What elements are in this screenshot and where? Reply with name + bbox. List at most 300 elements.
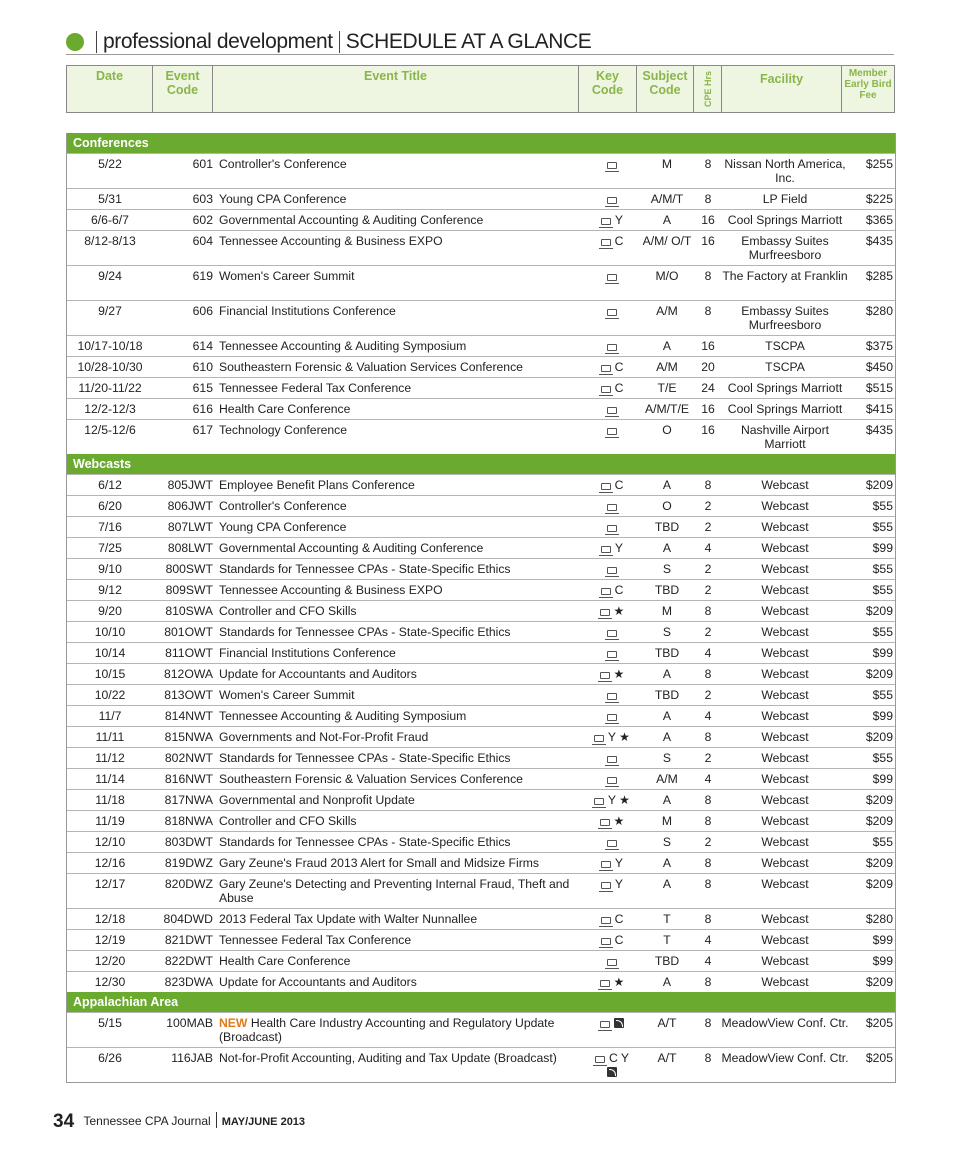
subject-code: A [662, 339, 672, 353]
laptop-icon [601, 483, 611, 490]
subject-code: TBD [654, 646, 680, 660]
cpe-hours: 16 [701, 339, 715, 353]
table-row [67, 1047, 895, 1082]
table-row [67, 188, 895, 209]
subject-code: S [662, 751, 672, 765]
event-code: 820DWZ [164, 877, 213, 891]
event-title-text: Update for Accountants and Auditors [219, 667, 417, 681]
event-title-text: 2013 Federal Tax Update with Walter Nunnallee [219, 912, 478, 926]
fee: $55 [872, 562, 893, 576]
subject-code: A [662, 478, 672, 492]
event-code: 822DWT [164, 954, 213, 968]
event-date: 9/10 [98, 562, 122, 576]
subject-code: A/M [656, 304, 678, 318]
event-title [219, 381, 573, 395]
event-date: 7/16 [98, 520, 122, 534]
laptop-icon [601, 588, 611, 595]
laptop-icon [607, 428, 617, 435]
key-code [581, 933, 643, 947]
key-code [581, 478, 643, 492]
event-date: 12/16 [94, 856, 126, 870]
table-row [67, 726, 895, 747]
event-date: 11/11 [95, 730, 125, 744]
event-title-text: Governmental Accounting & Auditing Conference [219, 213, 484, 227]
col-fee: Member Early Bird Fee [844, 68, 892, 101]
fee: $55 [872, 583, 893, 597]
event-title-text: Standards for Tennessee CPAs - State-Specific Ethics [219, 835, 511, 849]
table-row [67, 474, 895, 495]
fee: $55 [872, 499, 893, 513]
table-row [67, 1012, 895, 1047]
laptop-icon [607, 651, 617, 658]
laptop-icon [607, 840, 617, 847]
key-code-text: ★ [613, 814, 625, 828]
event-title [219, 646, 573, 660]
laptop-icon [594, 735, 604, 742]
event-code: 802NWT [164, 751, 213, 765]
cpe-hours: 16 [701, 423, 715, 437]
event-title [219, 541, 573, 555]
key-code [581, 1051, 643, 1079]
key-code-text: Y [614, 856, 624, 870]
event-title [219, 772, 573, 786]
event-title-text: Health Care Industry Accounting and Regulatory Update (Broadcast) [219, 1016, 555, 1044]
event-title [219, 1016, 573, 1044]
laptop-icon [595, 1056, 605, 1063]
event-date: 5/22 [98, 157, 122, 171]
event-date: 10/22 [94, 688, 126, 702]
key-code [581, 912, 643, 926]
cpe-hours: 2 [704, 499, 712, 513]
event-title-text: Gary Zeune's Fraud 2013 Alert for Small and Midsize Firms [219, 856, 539, 870]
event-date: 6/26 [98, 1051, 122, 1065]
event-title-text: Tennessee Accounting & Business EXPO [219, 234, 443, 248]
cpe-hours: 8 [704, 667, 712, 681]
fee: $99 [872, 933, 893, 947]
table-row [67, 356, 895, 377]
event-title-text: Tennessee Accounting & Auditing Symposium [219, 709, 467, 723]
issue-date: MAY/JUNE 2013 [221, 1116, 306, 1128]
fee: $209 [865, 793, 893, 807]
event-date: 8/12-8/13 [84, 234, 136, 248]
key-code [581, 339, 643, 353]
event-code: 807LWT [167, 520, 213, 534]
event-title-text: Employee Benefit Plans Conference [219, 478, 415, 492]
event-title [219, 478, 573, 492]
table-row [67, 516, 895, 537]
cpe-hours: 4 [704, 541, 712, 555]
facility: Webcast [761, 933, 809, 947]
event-title [219, 360, 573, 374]
subject-code: M/O [655, 269, 679, 283]
key-code-text: C Y [608, 1051, 630, 1065]
facility: Nashville Airport Marriott [740, 423, 830, 451]
event-date: 12/2-12/3 [84, 402, 136, 416]
subject-code: A [662, 877, 672, 891]
event-date: 7/25 [98, 541, 122, 555]
col-event-title: Event Title [213, 66, 579, 112]
cpe-hours: 8 [704, 478, 712, 492]
laptop-icon [607, 756, 617, 763]
facility: Webcast [761, 730, 809, 744]
laptop-icon [601, 861, 611, 868]
event-title [219, 814, 573, 828]
event-title-text: Young CPA Conference [219, 520, 347, 534]
key-code-text: C [614, 583, 624, 597]
facility: TSCPA [765, 360, 805, 374]
event-title-text: Standards for Tennessee CPAs - State-Specific Ethics [219, 751, 511, 765]
key-code [581, 381, 643, 395]
key-code [581, 234, 643, 248]
facility: Webcast [761, 541, 809, 555]
table-row [67, 789, 895, 810]
laptop-icon [601, 239, 611, 246]
fee: $205 [865, 1051, 893, 1065]
event-code: 811OWT [165, 646, 213, 660]
event-date: 6/20 [98, 499, 122, 513]
col-key-code: Key Code [579, 66, 637, 112]
event-date: 12/10 [94, 835, 126, 849]
table-row [67, 209, 895, 230]
facility: Webcast [761, 912, 809, 926]
subject-code: A [662, 213, 672, 227]
event-date: 11/19 [95, 814, 125, 828]
facility: Webcast [761, 709, 809, 723]
event-title-text: Women's Career Summit [219, 688, 355, 702]
event-title-text: Tennessee Federal Tax Conference [219, 381, 412, 395]
cpe-hours: 16 [701, 402, 715, 416]
event-code: 616 [192, 402, 213, 416]
event-title-text: Tennessee Federal Tax Conference [219, 933, 412, 947]
subject-code: A [662, 541, 672, 555]
col-subject-code: Subject Code [637, 66, 694, 112]
facility: Webcast [761, 646, 809, 660]
key-code [581, 1016, 643, 1030]
cpe-hours: 8 [704, 912, 712, 926]
fee: $415 [865, 402, 893, 416]
laptop-icon [607, 197, 617, 204]
key-code [581, 877, 643, 891]
event-title-text: Controller's Conference [219, 157, 347, 171]
event-title [219, 625, 573, 639]
facility: Webcast [761, 583, 809, 597]
event-title [219, 499, 573, 513]
event-title [219, 933, 573, 947]
laptop-icon [607, 344, 617, 351]
event-code: 813OWT [164, 688, 213, 702]
facility: Webcast [761, 667, 809, 681]
event-code: 804DWD [163, 912, 213, 926]
fee: $280 [865, 912, 893, 926]
key-code-text: C [614, 478, 624, 492]
cpe-hours: 8 [704, 304, 712, 318]
event-title-text: Financial Institutions Conference [219, 304, 396, 318]
key-code [581, 360, 643, 374]
key-code-text: Y ★ [607, 793, 631, 807]
table-row [67, 579, 895, 600]
cpe-hours: 8 [704, 192, 712, 206]
event-code: 817NWA [164, 793, 213, 807]
key-code-text: C [614, 933, 624, 947]
facility: Cool Springs Marriott [727, 402, 843, 416]
subject-code: T [663, 933, 671, 947]
cpe-hours: 8 [704, 269, 712, 283]
event-title [219, 192, 573, 206]
key-code [581, 192, 643, 206]
event-title-text: Tennessee Accounting & Auditing Symposium [219, 339, 467, 353]
event-date: 6/6-6/7 [91, 213, 129, 227]
event-title [219, 912, 573, 926]
laptop-icon [601, 938, 611, 945]
facility: Webcast [761, 520, 809, 534]
cpe-hours: 2 [704, 583, 712, 597]
subject-code: T [663, 912, 671, 926]
key-code-text: ★ [613, 604, 625, 618]
table-row [67, 600, 895, 621]
event-code: 603 [192, 192, 213, 206]
event-date: 12/19 [94, 933, 126, 947]
broadcast-icon [607, 1067, 617, 1077]
key-code [581, 541, 643, 555]
subject-code: S [662, 625, 672, 639]
table-row [67, 335, 895, 356]
event-date: 9/27 [98, 304, 122, 318]
schedule-table [66, 133, 896, 1083]
event-title [219, 269, 573, 283]
fee: $255 [865, 157, 893, 171]
event-title-text: Southeastern Forensic & Valuation Services Conference [219, 360, 523, 374]
event-code: 821DWT [164, 933, 213, 947]
table-row [67, 908, 895, 929]
cpe-hours: 8 [704, 1051, 712, 1065]
table-row [67, 153, 895, 188]
event-code: 800SWT [165, 562, 213, 576]
subject-code: O [662, 423, 672, 437]
subject-code: M [661, 814, 673, 828]
event-code: 818NWA [164, 814, 213, 828]
event-title-text: Controller and CFO Skills [219, 604, 357, 618]
facility: Webcast [761, 835, 809, 849]
cpe-hours: 16 [701, 213, 715, 227]
event-code: 812OWA [164, 667, 213, 681]
event-title [219, 234, 573, 248]
key-code [581, 688, 643, 702]
event-title [219, 793, 573, 807]
laptop-icon [601, 386, 611, 393]
laptop-icon [607, 407, 617, 414]
table-row [67, 398, 895, 419]
event-title-text: Technology Conference [219, 423, 348, 437]
event-title-text: Standards for Tennessee CPAs - State-Specific Ethics [219, 562, 511, 576]
page-number: 34 [53, 1111, 75, 1132]
cpe-hours: 4 [704, 933, 712, 947]
table-row [67, 747, 895, 768]
cpe-hours: 2 [704, 751, 712, 765]
table-row [67, 558, 895, 579]
event-code: 805JWT [167, 478, 213, 492]
key-code [581, 772, 643, 786]
section-header: Appalachian Area [67, 992, 895, 1012]
table-row [67, 621, 895, 642]
fee: $209 [865, 975, 893, 989]
subject-code: A/M/ O/T [642, 234, 692, 248]
event-code: 610 [192, 360, 213, 374]
event-date: 11/18 [95, 793, 125, 807]
key-code [581, 604, 643, 618]
journal-name: Tennessee CPA Journal [83, 1114, 211, 1128]
cpe-hours: 2 [704, 625, 712, 639]
event-title-text: Gary Zeune's Detecting and Preventing Internal Fraud, Theft and Abuse [219, 877, 570, 905]
event-title [219, 562, 573, 576]
table-row [67, 419, 895, 454]
subject-code: A [662, 856, 672, 870]
subject-code: A/M/T/E [644, 402, 689, 416]
fee: $285 [865, 269, 893, 283]
subject-code: M [661, 157, 673, 171]
key-code [581, 625, 643, 639]
laptop-icon [607, 504, 617, 511]
facility: Webcast [761, 975, 809, 989]
event-date: 12/20 [94, 954, 126, 968]
key-code [581, 402, 643, 416]
key-code [581, 213, 643, 227]
facility: Webcast [761, 562, 809, 576]
subject-code: T/E [657, 381, 677, 395]
event-title-text: Governmental Accounting & Auditing Conference [219, 541, 484, 555]
event-code: 617 [192, 423, 213, 437]
table-row [67, 537, 895, 558]
subject-code: A [662, 709, 672, 723]
laptop-icon [600, 609, 610, 616]
event-date: 10/15 [94, 667, 126, 681]
subject-code: A [662, 667, 672, 681]
fee: $99 [872, 772, 893, 786]
table-row [67, 873, 895, 908]
header-section: professional development [103, 30, 333, 53]
page-title: SCHEDULE AT A GLANCE [345, 30, 592, 53]
key-code [581, 423, 643, 437]
laptop-icon [607, 309, 617, 316]
laptop-icon [607, 630, 617, 637]
facility: Webcast [761, 688, 809, 702]
event-title [219, 730, 573, 744]
subject-code: S [662, 835, 672, 849]
page-header [66, 30, 894, 55]
event-code: 601 [192, 157, 213, 171]
key-code-text: Y [614, 213, 624, 227]
key-code-text: C [614, 912, 624, 926]
table-row [67, 265, 895, 300]
event-code: 116JAB [171, 1051, 213, 1065]
event-code: 801OWT [164, 625, 213, 639]
laptop-icon [607, 959, 617, 966]
table-row [67, 684, 895, 705]
facility: Webcast [761, 954, 809, 968]
table-row [67, 495, 895, 516]
laptop-icon [600, 819, 610, 826]
event-title [219, 339, 573, 353]
fee: $99 [872, 709, 893, 723]
cpe-hours: 4 [704, 709, 712, 723]
section-header: Webcasts [67, 454, 895, 474]
event-code: 808LWT [167, 541, 213, 555]
subject-code: TBD [654, 583, 680, 597]
fee: $205 [865, 1016, 893, 1030]
fee: $515 [865, 381, 893, 395]
event-date: 5/15 [98, 1016, 122, 1030]
fee: $209 [865, 877, 893, 891]
key-code [581, 667, 643, 681]
key-code [581, 835, 643, 849]
subject-code: A/M [656, 772, 678, 786]
event-code: 823DWA [164, 975, 213, 989]
cpe-hours: 4 [704, 954, 712, 968]
event-title [219, 520, 573, 534]
event-code: 815NWA [164, 730, 213, 744]
key-code [581, 814, 643, 828]
event-title-text: Financial Institutions Conference [219, 646, 396, 660]
laptop-icon [600, 672, 610, 679]
fee: $225 [865, 192, 893, 206]
event-title [219, 709, 573, 723]
table-row [67, 663, 895, 684]
fee: $209 [865, 478, 893, 492]
event-title [219, 402, 573, 416]
facility: LP Field [762, 192, 808, 206]
subject-code: TBD [654, 688, 680, 702]
table-row [67, 705, 895, 726]
event-code: 604 [192, 234, 213, 248]
fee: $99 [872, 954, 893, 968]
key-code-text: ★ [613, 975, 625, 989]
cpe-hours: 8 [704, 814, 712, 828]
laptop-icon [594, 798, 604, 805]
facility: Webcast [761, 856, 809, 870]
event-title [219, 975, 573, 989]
key-code-text: ★ [613, 667, 625, 681]
event-title [219, 157, 573, 171]
event-date: 11/20-11/22 [78, 381, 142, 395]
event-date: 10/28-10/30 [77, 360, 143, 374]
col-cpe-hrs: CPE Hrs [694, 66, 722, 112]
cpe-hours: 8 [704, 730, 712, 744]
cpe-hours: 4 [704, 646, 712, 660]
event-code: 803DWT [164, 835, 213, 849]
key-code [581, 751, 643, 765]
laptop-icon [607, 693, 617, 700]
facility: Embassy Suites Murfreesboro [741, 234, 829, 262]
event-title-text: Health Care Conference [219, 402, 351, 416]
table-row [67, 831, 895, 852]
key-code-text: Y ★ [607, 730, 631, 744]
subject-code: A/M/T [650, 192, 684, 206]
key-code [581, 562, 643, 576]
fee: $55 [872, 688, 893, 702]
fee: $435 [865, 423, 893, 437]
table-row [67, 810, 895, 831]
key-code-text: Y [614, 541, 624, 555]
key-code [581, 157, 643, 171]
event-date: 12/18 [94, 912, 126, 926]
event-date: 10/14 [94, 646, 126, 660]
facility: Webcast [761, 751, 809, 765]
cpe-hours: 8 [704, 877, 712, 891]
fee: $209 [865, 730, 893, 744]
event-title-text: Young CPA Conference [219, 192, 347, 206]
key-code [581, 856, 643, 870]
fee: $99 [872, 541, 893, 555]
laptop-icon [600, 1021, 610, 1028]
